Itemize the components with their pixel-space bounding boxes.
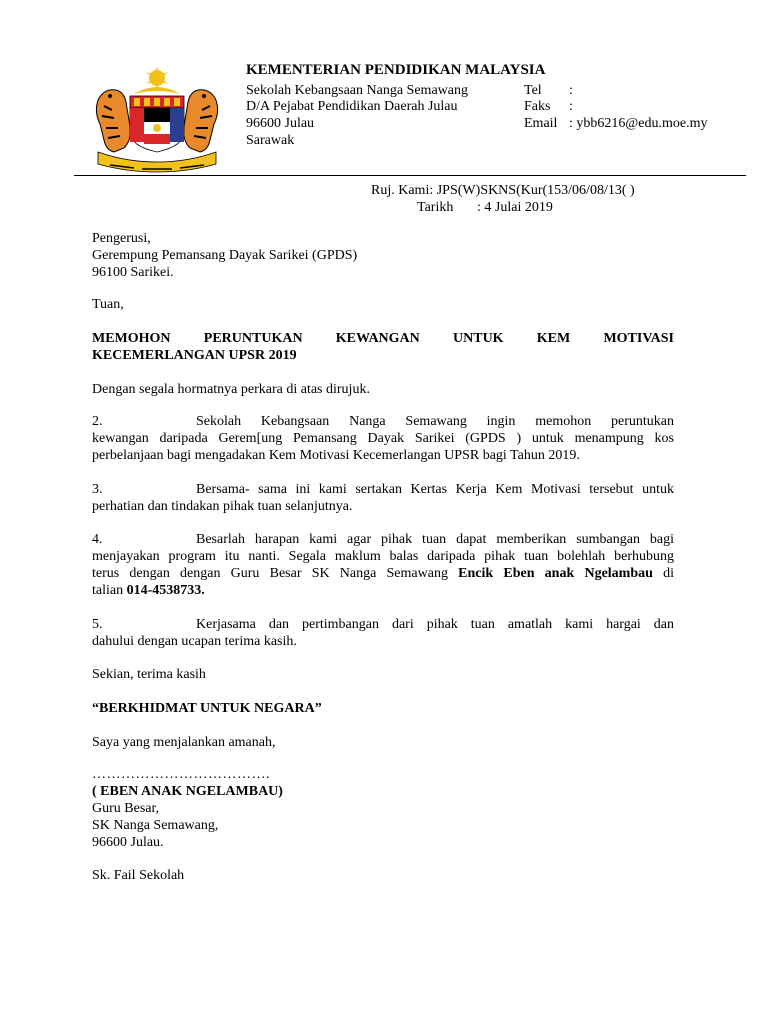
paragraph-text: talian xyxy=(92,583,124,598)
signatory-town: 96600 Julau. xyxy=(92,835,164,850)
paragraph-line: dahului dengan ucapan terima kasih. xyxy=(92,634,297,649)
signatory-title: Guru Besar, xyxy=(92,801,160,816)
left-tiger-icon xyxy=(96,90,130,152)
paragraph-number: 2. xyxy=(92,414,103,429)
paragraph-line: Sekolah Kebangsaan Nanga Semawang ingin memohon peruntukan xyxy=(196,414,674,429)
school-name: Sekolah Kebangsaan Nanga Semawang xyxy=(246,83,468,98)
paragraph-line: Besarlah harapan kami agar pihak tuan dapat memberikan sumbangan bagi xyxy=(196,532,674,547)
star-icon xyxy=(146,66,168,90)
recipient-organisation: Gerempung Pemansang Dayak Sarikei (GPDS) xyxy=(92,248,358,263)
subject-heading xyxy=(92,330,674,364)
paragraph-line xyxy=(92,582,674,599)
intro-sentence: Dengan segala hormatnya perkara di atas dirujuk. xyxy=(92,382,370,397)
signatory-name: ( EBEN ANAK NGELAMBAU) xyxy=(92,784,283,799)
paragraph-4 xyxy=(92,531,674,599)
subject-line-1: MEMOHON PERUNTUKAN KEWANGAN UNTUK KEM MOTIVASI xyxy=(92,331,674,346)
paragraph-line: Bersama- sama ini kami sertakan Kertas Kerja Kem Motivasi tersebut untuk xyxy=(196,482,674,497)
paragraph-text: di xyxy=(663,566,674,581)
date-label: Tarikh xyxy=(417,200,454,215)
paragraph-text: terus dengan dengan Guru Besar SK Nanga Semawang xyxy=(92,566,448,581)
email-label: Email xyxy=(524,116,558,131)
closing-thanks: Sekian, terima kasih xyxy=(92,667,206,682)
recipient-address: 96100 Sarikei. xyxy=(92,265,174,280)
tel-label: Tel xyxy=(524,83,542,98)
crescent-icon xyxy=(134,87,180,94)
state-name: Sarawak xyxy=(246,133,295,148)
closing-trust: Saya yang menjalankan amanah, xyxy=(92,735,276,750)
paragraph-3 xyxy=(92,481,674,515)
paragraph-number: 4. xyxy=(92,532,103,547)
signatory-school: SK Nanga Semawang, xyxy=(92,818,219,833)
motto-scroll xyxy=(98,152,216,172)
paragraph-line: menjayakan program itu nanti. Segala maklum balas daripada pihak tuan bolehlah berhubung xyxy=(92,549,674,564)
paragraph-5 xyxy=(92,616,674,650)
paragraph-2 xyxy=(92,413,674,464)
coat-of-arms-logo xyxy=(90,66,224,174)
paragraph-number: 3. xyxy=(92,482,103,497)
salutation: Tuan, xyxy=(92,297,124,312)
recipient-title: Pengerusi, xyxy=(92,231,151,246)
date-value: : 4 Julai 2019 xyxy=(477,200,553,215)
phone-number: 014-4538733. xyxy=(126,583,205,598)
postcode-town: 96600 Julau xyxy=(246,116,315,131)
fax-label: Faks xyxy=(524,99,551,114)
ministry-name: KEMENTERIAN PENDIDIKAN MALAYSIA xyxy=(246,62,546,78)
right-tiger-icon xyxy=(184,90,218,152)
subject-line-2: KECEMERLANGAN UPSR 2019 xyxy=(92,348,297,363)
paragraph-line: Kerjasama dan pertimbangan dari pihak tuan amatlah kami hargai dan xyxy=(196,617,674,632)
email-value: : ybb6216@edu.moe.my xyxy=(569,116,708,131)
slogan: “BERKHIDMAT UNTUK NEGARA” xyxy=(92,701,322,716)
carbon-copy: Sk. Fail Sekolah xyxy=(92,868,185,883)
header-divider xyxy=(74,175,746,176)
paragraph-line: kewangan daripada Gerem[ung Pemansang Dayak Sarikei (GPDS ) untuk menampung kos xyxy=(92,431,674,446)
paragraph-line: perhatian dan tindakan pihak tuan selanjutnya. xyxy=(92,499,353,514)
headmaster-name: Encik Eben anak Ngelambau xyxy=(458,566,653,581)
fax-value: : xyxy=(569,99,573,114)
shield-icon xyxy=(130,96,184,152)
care-of-address: D/A Pejabat Pendidikan Daerah Julau xyxy=(246,99,458,114)
paragraph-number: 5. xyxy=(92,617,103,632)
paragraph-line: perbelanjaan bagi mengadakan Kem Motivasi Kecemerlangan UPSR bagi Tahun 2019. xyxy=(92,448,580,463)
reference-number: Ruj. Kami: JPS(W)SKNS(Kur(153/06/08/13( ) xyxy=(371,183,635,198)
signature-line: ………………………………. xyxy=(92,767,270,782)
tel-value: : xyxy=(569,83,573,98)
paragraph-line xyxy=(92,565,674,582)
